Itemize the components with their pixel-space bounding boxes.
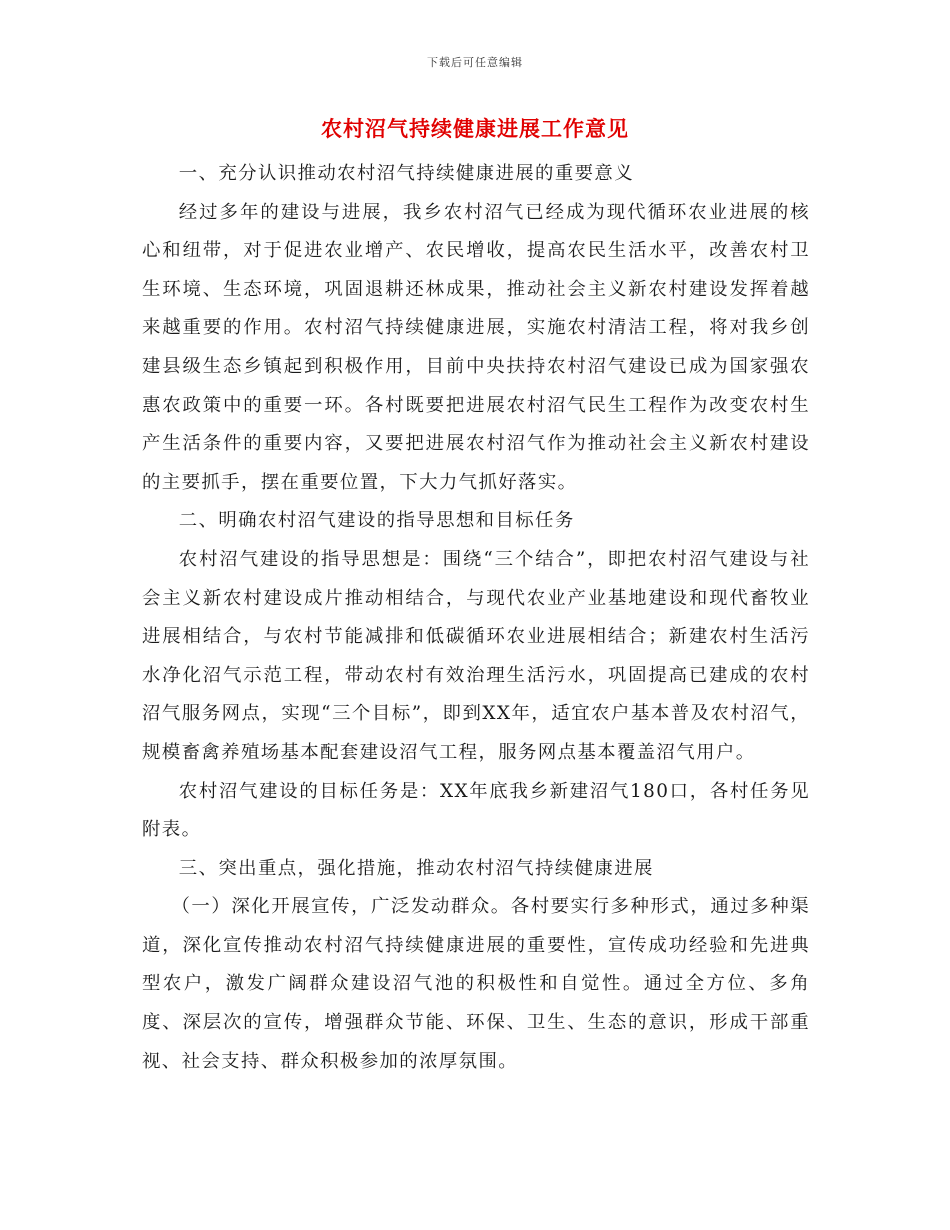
document-title: 农村沼气持续健康进展工作意见 [321, 116, 629, 141]
paragraph: 经过多年的建设与进展，我乡农村沼气已经成为现代循环农业进展的核心和纽带，对于促进农业增产、农民增收，提高农民生活水平，改善农村卫生环境、生态环境，巩固退耕还林成果，推动社会主义新农村建设发挥着越来越重要的作用。农村沼气持续健康进展，实施农村清洁工程，将对我乡创建县级生态乡镇起到积极作用，目前中央扶持农村沼气建设已成为国家强农惠农政策中的重要一环。各村既要把进展农村沼气民生工程作为改变农村生产生活条件的重要内容，又要把进展农村沼气作为推动社会主义新农村建设的主要抓手，摆在重要位置，下大力气抓好落实。 [142, 201, 810, 493]
section-heading-1: 一、充分认识推动农村沼气持续健康进展的重要意义 [178, 163, 634, 184]
subsection-paragraph: （一）深化开展宣传，广泛发动群众。各村要实行多种形式，通过多种渠道，深化宣传推动农村沼气持续健康进展的重要性，宣传成功经验和先进典型农户，激发广阔群众建设沼气池的积极性和自觉性。通过全方位、多角度、深层次的宣传，增强群众节能、环保、卫生、生态的意识，形成干部重视、社会支持、群众积极参加的浓厚氛围。 [142, 896, 810, 1072]
header-note: 下载后可任意编辑 [427, 56, 523, 69]
paragraph: 农村沼气建设的目标任务是：XX年底我乡新建沼气180口，各村任务见附表。 [142, 780, 810, 841]
document-body [142, 155, 810, 1081]
section-heading-2: 二、明确农村沼气建设的指导思想和目标任务 [178, 510, 575, 532]
paragraph: 农村沼气建设的指导思想是：围绕“三个结合”，即把农村沼气建设与社会主义新农村建设成片推动相结合，与现代农业产业基地建设和现代畜牧业进展相结合，与农村节能减排和低碳循环农业进展相结合；新建农村生活污水净化沼气示范工程，带动农村有效治理生活污水，巩固提高已建成的农村沼气服务网点，实现“三个目标”，即到XX年，适宜农户基本普及农村沼气，规模畜禽养殖场基本配套建设沼气工程，服务网点基本覆盖沼气用户。 [142, 548, 810, 763]
section-heading-3: 三、突出重点，强化措施，推动农村沼气持续健康进展 [178, 857, 654, 879]
